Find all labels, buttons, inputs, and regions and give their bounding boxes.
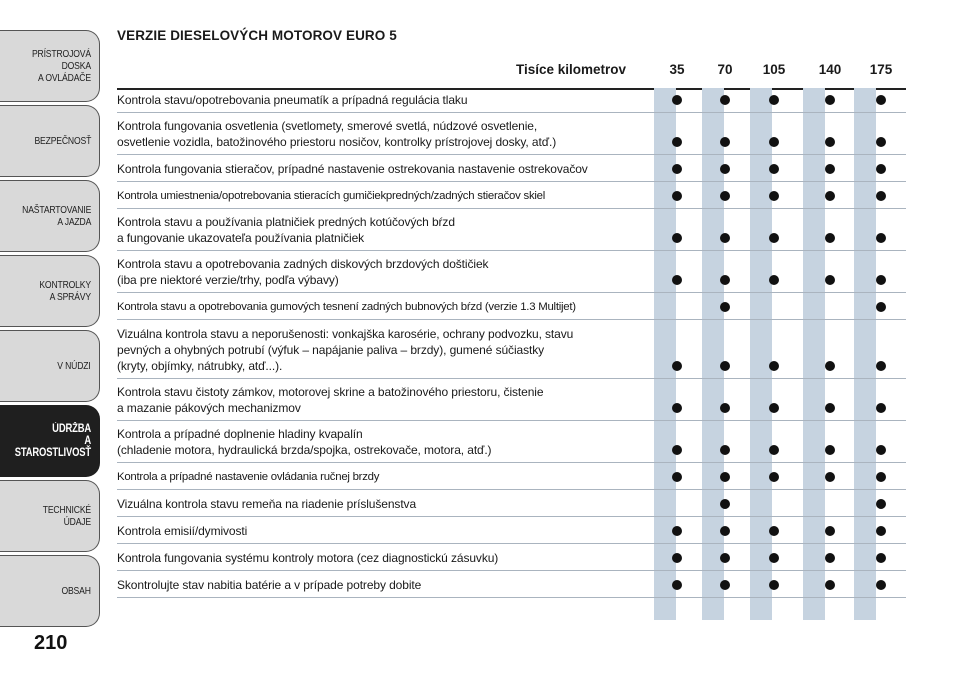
sidebar-tab-label: ÚDRŽBA A STAROSTLIVOSŤ [14,423,92,459]
table-row [117,251,906,293]
table-header [117,54,906,90]
page-number: 210 [34,632,68,654]
check-dot-70 [720,472,730,482]
row-description: Kontrola a prípadné doplnenie hladiny kvapalín (chladenie motora, hydraulická brzda/spojka, ostrekovače, motora, atď.) [117,427,492,457]
row-description: Skontrolujte stav nabitia batérie a v prípade potreby dobite [117,578,422,592]
check-dot-105 [769,95,779,105]
check-dot-70 [720,499,730,509]
check-dot-175 [876,499,886,509]
check-dot-70 [720,403,730,413]
check-dot-70 [720,233,730,243]
check-dot-70 [720,275,730,285]
km-label: Tisíce kilometrov [515,62,626,77]
check-dot-140 [825,361,835,371]
row-description: Kontrola stavu a opotrebovania zadných diskových brzdových doštičiek (iba pre niektoré verzie/trhy, podľa výbavy) [117,257,489,287]
check-dot-35 [672,553,682,563]
check-dot-140 [825,164,835,174]
row-description: Kontrola stavu a opotrebovania gumových tesnení zadných bubnových bŕzd (verzie 1.3 Multijet) [117,301,576,313]
check-dot-175 [876,302,886,312]
check-dot-35 [672,275,682,285]
check-dot-70 [720,580,730,590]
check-dot-35 [672,233,682,243]
section-title: VERZIE DIESELOVÝCH MOTOROV EURO 5 [117,28,397,43]
check-dot-105 [769,445,779,455]
sidebar-tab-6[interactable] [0,405,100,477]
check-dot-140 [825,95,835,105]
sidebar-tab-3[interactable] [0,180,100,252]
check-dot-140 [825,403,835,413]
km-column-140: 140 [818,62,842,77]
check-dot-35 [672,137,682,147]
sidebar [0,0,104,677]
check-dot-140 [825,233,835,243]
sidebar-tab-4[interactable] [0,255,100,327]
km-column-105: 105 [762,62,786,77]
check-dot-105 [769,472,779,482]
sidebar-tab-7[interactable] [0,480,100,552]
row-description: Kontrola stavu a používania platničiek predných kotúčových bŕzd a fungovanie ukazovateľa používania platničiek [117,215,455,245]
check-dot-140 [825,191,835,201]
check-dot-175 [876,233,886,243]
check-dot-35 [672,95,682,105]
row-description: Kontrola umiestnenia/opotrebovania stieracích gumičiekpredných/zadných stieračov skiel [117,190,546,202]
sidebar-tab-1[interactable] [0,30,100,102]
check-dot-35 [672,164,682,174]
check-dot-70 [720,95,730,105]
check-dot-105 [769,526,779,536]
check-dot-140 [825,526,835,536]
table-row [117,113,906,155]
sidebar-tab-label: NAŠTARTOVANIE A JAZDA [21,204,91,228]
table-row [117,544,906,571]
check-dot-175 [876,137,886,147]
check-dot-175 [876,361,886,371]
row-description: Vizuálna kontrola stavu remeňa na riadenie príslušenstva [117,497,417,511]
sidebar-tab-label: KONTROLKY A SPRÁVY [39,279,91,303]
km-column-35: 35 [669,62,685,77]
check-dot-35 [672,472,682,482]
check-dot-35 [672,191,682,201]
sidebar-tab-2[interactable] [0,105,100,177]
check-dot-175 [876,526,886,536]
check-dot-70 [720,137,730,147]
check-dot-35 [672,445,682,455]
check-dot-175 [876,553,886,563]
table-row [117,379,906,421]
check-dot-105 [769,403,779,413]
check-dot-175 [876,95,886,105]
row-description: Kontrola emisií/dymivosti [117,524,248,538]
sidebar-tab-label: OBSAH [61,585,91,597]
table-row [117,89,906,113]
check-dot-175 [876,403,886,413]
maintenance-table [117,89,906,598]
check-dot-35 [672,403,682,413]
row-description: Kontrola stavu/opotrebovania pneumatík a prípadná regulácia tlaku [117,93,468,107]
check-dot-140 [825,580,835,590]
table-row [117,571,906,598]
km-column-70: 70 [717,62,733,77]
sidebar-tab-label: PRÍSTROJOVÁ DOSKA A OVLÁDAČE [32,48,91,84]
row-description: Kontrola a prípadné nastavenie ovládania ručnej brzdy [117,471,380,483]
check-dot-70 [720,191,730,201]
table-row [117,182,906,209]
check-dot-140 [825,553,835,563]
check-dot-105 [769,275,779,285]
sidebar-tab-label: TECHNICKÉ ÚDAJE [42,504,91,528]
row-description: Kontrola stavu čistoty zámkov, motorovej skrine a batožinového priestoru, čistenie a mazanie pákových mechanizmov [117,385,544,415]
table-row [117,517,906,544]
check-dot-105 [769,361,779,371]
check-dot-70 [720,302,730,312]
table-row [117,209,906,251]
km-column-175: 175 [869,62,893,77]
check-dot-175 [876,164,886,174]
check-dot-105 [769,580,779,590]
row-description: Kontrola fungovania stieračov, prípadné nastavenie ostrekovania nastavenie ostrekovačov [117,162,588,176]
row-description: Vizuálna kontrola stavu a neporušenosti: vonkajška karosérie, ochrany podvozku, stavu pevných a ohybných potrubí (výfuk – napájanie paliva – brzdy), gumené súčiastky (kryty, objímky, nátrubky, atď...). [117,327,574,373]
check-dot-140 [825,445,835,455]
check-dot-35 [672,361,682,371]
check-dot-70 [720,526,730,536]
sidebar-tab-8[interactable] [0,555,100,627]
check-dot-140 [825,472,835,482]
table-row [117,490,906,517]
check-dot-175 [876,275,886,285]
row-description: Kontrola fungovania systému kontroly motora (cez diagnostickú zásuvku) [117,551,499,565]
table-row [117,463,906,490]
check-dot-140 [825,275,835,285]
table-row [117,293,906,320]
check-dot-35 [672,580,682,590]
check-dot-175 [876,445,886,455]
row-description: Kontrola fungovania osvetlenia (svetlomety, smerové svetlá, núdzové osvetlenie, osvetlenie vozidla, batožinového priestoru nosičov, kontrolky prístrojovej dosky, atď.) [117,119,557,149]
sidebar-tab-label: BEZPEČNOSŤ [34,135,91,147]
table-row [117,155,906,182]
check-dot-175 [876,191,886,201]
check-dot-140 [825,137,835,147]
check-dot-105 [769,164,779,174]
check-dot-175 [876,472,886,482]
check-dot-70 [720,445,730,455]
check-dot-105 [769,137,779,147]
check-dot-70 [720,164,730,174]
check-dot-105 [769,233,779,243]
check-dot-35 [672,526,682,536]
table-row [117,320,906,379]
check-dot-70 [720,553,730,563]
table-row [117,421,906,463]
check-dot-175 [876,580,886,590]
check-dot-70 [720,361,730,371]
check-dot-105 [769,553,779,563]
sidebar-tab-label: V NÚDZI [57,360,91,372]
sidebar-tab-5[interactable] [0,330,100,402]
check-dot-105 [769,191,779,201]
